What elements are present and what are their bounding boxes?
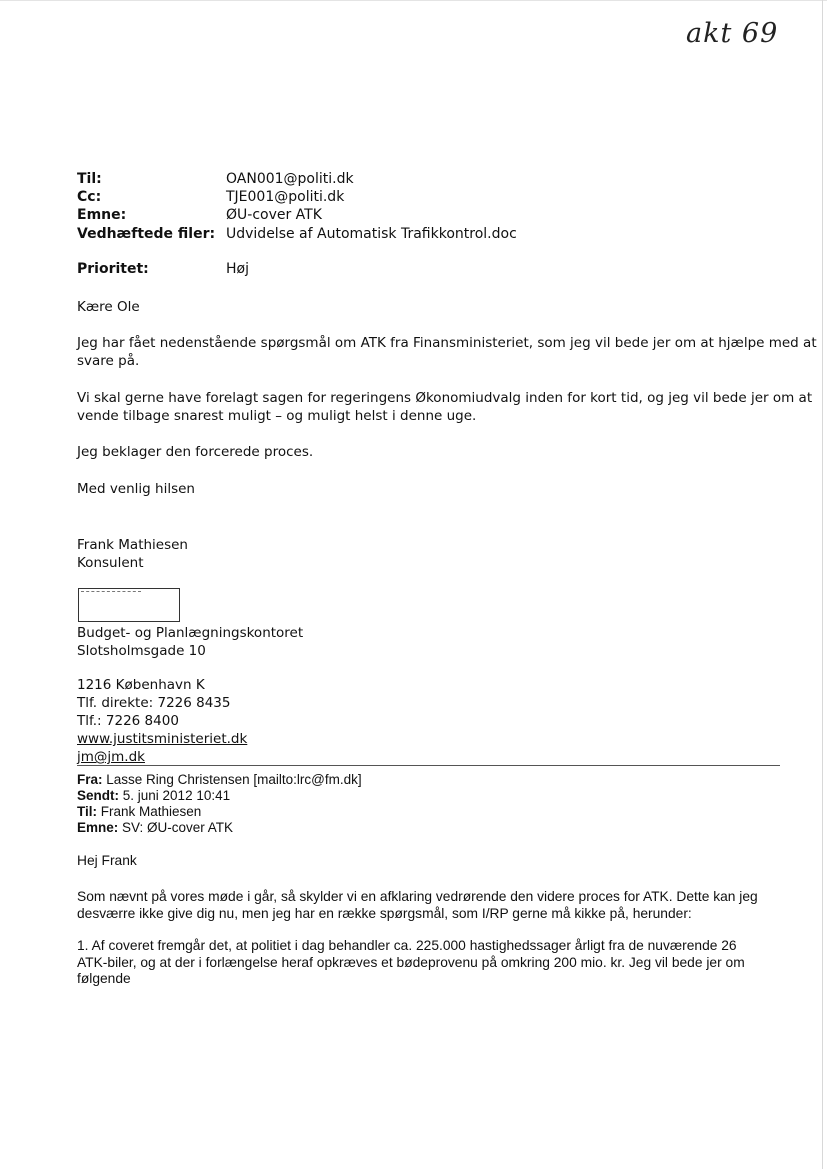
forwarded-greeting: Hej Frank — [77, 853, 137, 868]
scan-edge-right — [822, 0, 823, 1169]
forwarded-subject — [77, 820, 233, 836]
text-line: følgende — [77, 971, 131, 986]
signature-phone-direct: Tlf. direkte: 7226 8435 — [77, 695, 231, 711]
header-value: TJE001@politi.dk — [226, 189, 345, 205]
header-value: Udvidelse af Automatisk Trafikkontrol.doc — [226, 226, 517, 242]
forwarded-value: Frank Mathiesen — [100, 804, 202, 819]
paragraph-1 — [77, 334, 817, 370]
header-value: Høj — [226, 261, 249, 277]
scan-edge-top — [0, 0, 827, 1]
forwarded-to — [77, 804, 201, 820]
text-line: Jeg beklager den forcerede proces. — [77, 444, 314, 460]
header-value: OAN001@politi.dk — [226, 171, 354, 187]
text-line: Jeg har fået nedenstående spørgsmål om ATK fra Finansministeriet, som jeg vil bede jer om at hjælpe med at — [77, 335, 817, 351]
text-line: 1. Af coveret fremgår det, at politiet i dag behandler ca. 225.000 hastighedssager årligt fra de nuværende 26 — [77, 938, 737, 953]
header-value: ØU-cover ATK — [226, 207, 322, 223]
text-line: Som nævnt på vores møde i går, så skylder vi en afklaring vedrørende den videre proces for ATK. Dette kan jeg — [77, 889, 758, 904]
signature-office: Budget- og Planlægningskontoret — [77, 625, 304, 641]
paragraph-2 — [77, 389, 813, 425]
forwarded-sent — [77, 788, 230, 804]
header-label: Prioritet: — [77, 261, 149, 277]
header-label: Til: — [77, 171, 102, 187]
forwarded-value: 5. juni 2012 10:41 — [122, 788, 231, 803]
forwarded-paragraph-2 — [77, 938, 767, 988]
signature-title: Konsulent — [77, 555, 144, 571]
signature-phone: Tlf.: 7226 8400 — [77, 713, 179, 729]
forwarded-label: Fra: — [77, 772, 103, 787]
forwarded-label: Sendt: — [77, 788, 119, 803]
forwarded-paragraph-1 — [77, 889, 767, 922]
forwarded-value: Lasse Ring Christensen [mailto:lrc@fm.dk] — [106, 772, 362, 787]
handwritten-annotation: akt 69 — [686, 18, 779, 49]
text-line: desværre ikke give dig nu, men jeg har en række spørgsmål, som I/RP gerne må kikke på, herunder: — [77, 905, 692, 921]
text-line: vende tilbage snarest muligt – og muligt helst i denne uge. — [77, 408, 477, 424]
forwarded-from — [77, 772, 362, 788]
signature-email-link[interactable]: jm@jm.dk — [77, 749, 145, 765]
text-line: svare på. — [77, 353, 140, 369]
header-label: Emne: — [77, 207, 127, 223]
header-label: Cc: — [77, 189, 102, 205]
signature-street: Slotsholmsgade 10 — [77, 643, 206, 659]
text-line: ATK-biler, og at der i forlængelse heraf opkræves et bødeprovenu på omkring 200 mio. kr. Jeg vil bede jer om — [77, 954, 745, 970]
text-line: Vi skal gerne have forelagt sagen for regeringens Økonomiudvalg inden for kort tid, og jeg vil bede jer om at — [77, 390, 813, 406]
paragraph-3 — [77, 443, 757, 461]
signature-name: Frank Mathiesen — [77, 537, 188, 553]
forwarded-label: Emne: — [77, 820, 119, 835]
greeting: Kære Ole — [77, 299, 140, 315]
logo-placeholder — [78, 588, 180, 622]
forwarded-label: Til: — [77, 804, 97, 819]
header-label: Vedhæftede filer: — [77, 226, 216, 242]
paragraph-4 — [77, 480, 757, 498]
signature-website-link[interactable]: www.justitsministeriet.dk — [77, 731, 248, 747]
text-line: Med venlig hilsen — [77, 481, 195, 497]
forwarded-value: SV: ØU-cover ATK — [122, 820, 234, 835]
separator-line — [77, 765, 780, 766]
signature-city: 1216 København K — [77, 677, 205, 693]
